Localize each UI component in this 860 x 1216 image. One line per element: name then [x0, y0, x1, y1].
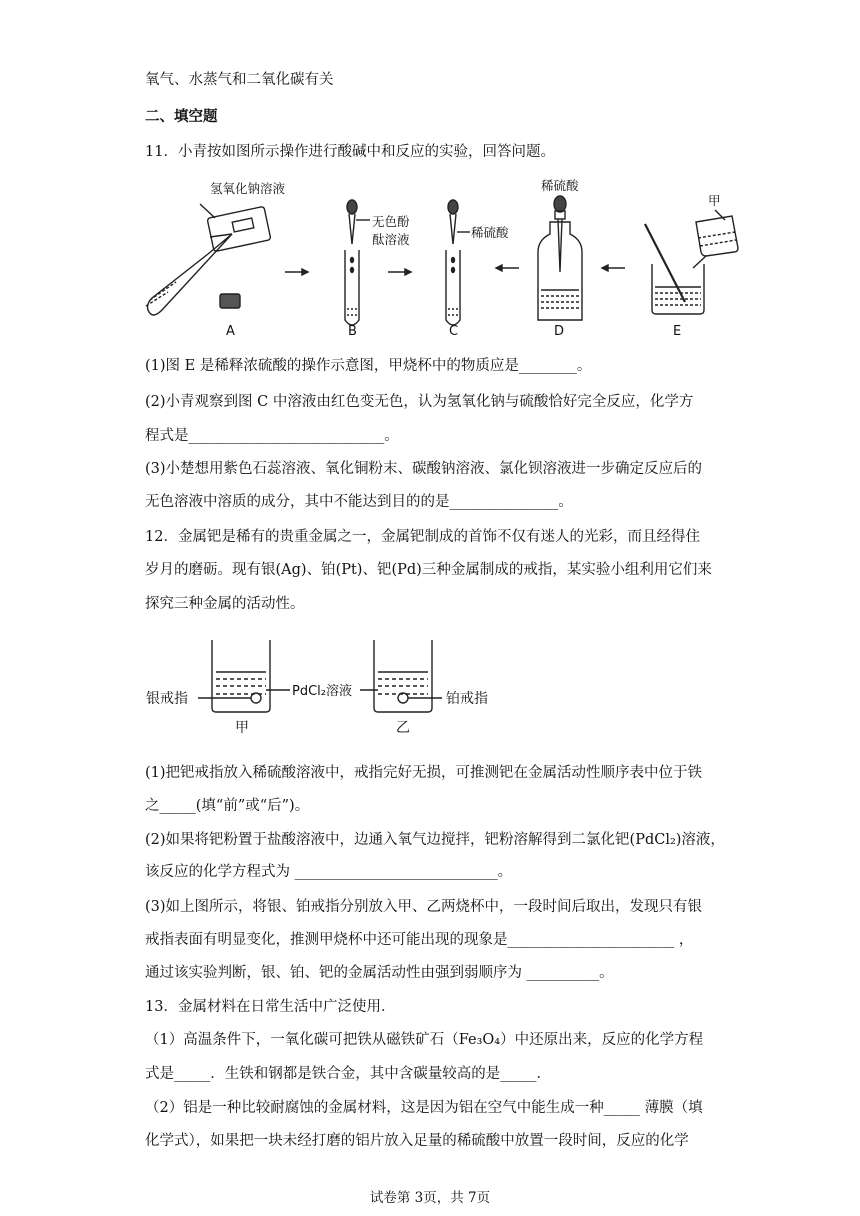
letter-e: E — [673, 324, 682, 339]
label-yi: 乙 — [396, 720, 410, 736]
label-platinum-ring: 铂戒指 — [446, 691, 488, 707]
letter-d: D — [554, 324, 565, 339]
beaker-yi — [374, 640, 442, 712]
page-footer: 试卷第 3页，共 7页 — [369, 1190, 491, 1206]
letter-a: A — [226, 324, 235, 339]
beaker-jia — [198, 640, 270, 712]
q11-part3-b: 无色溶液中溶质的成分，其中不能达到目的的是_______________。 — [145, 494, 573, 510]
test-tube-a — [146, 204, 271, 315]
q12-part1-a: (1)把钯戒指放入稀硫酸溶液中，戒指完好无损，可推测钯在金属活动性顺序表中位于铁 — [145, 765, 703, 781]
label-acid-d: 稀硫酸 — [541, 178, 579, 193]
test-tube-b — [345, 200, 370, 325]
q11-part1: (1)图 E 是稀释浓硫酸的操作示意图，甲烧杯中的物质应是________。 — [145, 358, 592, 374]
q13-part2-a: （2）铝是一种比较耐腐蚀的金属材料，这是因为铝在空气中能生成一种_____ 薄膜（填 — [145, 1100, 703, 1116]
q12-stem-b: 岁月的磨砺。现有银(Ag)、铂(Pt)、钯(Pd)三种金属制成的戒指，某实验小组利用它们来 — [145, 562, 712, 578]
q13-part1-a: （1）高温条件下，一氧化碳可把铁从磁铁矿石（Fe₃O₄）中还原出来，反应的化学方程 — [145, 1032, 704, 1048]
q12-stem-a: 12．金属钯是稀有的贵重金属之一，金属钯制成的首饰不仅有迷人的光彩，而且经得住 — [145, 529, 700, 545]
q12-part3-a: (3)如上图所示，将银、铂戒指分别放入甲、乙两烧杯中，一段时间后取出，发现只有银 — [145, 899, 703, 915]
q12-part2-a: (2)如果将钯粉置于盐酸溶液中，边通入氧气边搅拌，钯粉溶解得到二氯化钯(PdCl₂)溶液， — [145, 832, 725, 848]
test-tube-c — [446, 200, 470, 325]
q11-figure — [140, 172, 750, 342]
top-line: 氧气、水蒸气和二氧化碳有关 — [145, 72, 334, 88]
label-jia-e: 甲 — [708, 193, 721, 208]
letter-c: C — [449, 324, 459, 339]
q12-part3-c: 通过该实验判断，银、铂、钯的金属活动性由强到弱顺序为 __________。 — [145, 965, 614, 981]
q12-part1-b: 之_____(填“前”或“后”)。 — [145, 798, 310, 814]
q12-part2-b: 该反应的化学方程式为 ____________________________。 — [145, 864, 513, 880]
label-acid-c: 稀硫酸 — [471, 225, 509, 240]
reagent-bottle-d — [538, 196, 582, 320]
q13-part2-b: 化学式），如果把一块未经打磨的铝片放入足量的稀硫酸中放置一段时间，反应的化学 — [145, 1133, 689, 1149]
beaker-e — [645, 210, 738, 314]
label-indicator-line1: 无色酚 — [372, 214, 410, 229]
q12-part3-b: 戒指表面有明显变化，推测甲烧杯中还可能出现的现象是_______________________ ， — [145, 932, 694, 948]
label-pdcl2-solution: PdCl₂溶液 — [292, 684, 352, 699]
letter-b: B — [348, 324, 357, 339]
q13-stem: 13．金属材料在日常生活中广泛使用． — [145, 999, 396, 1015]
q11-part2-b: 程式是___________________________。 — [145, 428, 399, 444]
label-indicator-line2: 酞溶液 — [372, 232, 410, 247]
q12-stem-c: 探究三种金属的活动性。 — [145, 596, 305, 612]
q13-part1-b: 式是_____．生铁和钢都是铁合金，其中含碳量较高的是_____． — [145, 1066, 551, 1082]
q12-figure — [140, 632, 520, 742]
q11-stem: 11．小青按如图所示操作进行酸碱中和反应的实验，回答问题。 — [145, 144, 555, 160]
label-jia: 甲 — [235, 720, 249, 736]
q11-part3-a: (3)小楚想用紫色石蕊溶液、氧化铜粉末、碳酸钠溶液、氯化钡溶液进一步确定反应后的 — [145, 461, 703, 477]
section-heading: 二、填空题 — [145, 108, 218, 125]
q11-part2-a: (2)小青观察到图 C 中溶液由红色变无色，认为氢氧化钠与硫酸恰好完全反应，化学方 — [145, 394, 694, 410]
label-naoh: 氢氧化钠溶液 — [210, 181, 286, 196]
label-silver-ring: 银戒指 — [146, 691, 188, 707]
